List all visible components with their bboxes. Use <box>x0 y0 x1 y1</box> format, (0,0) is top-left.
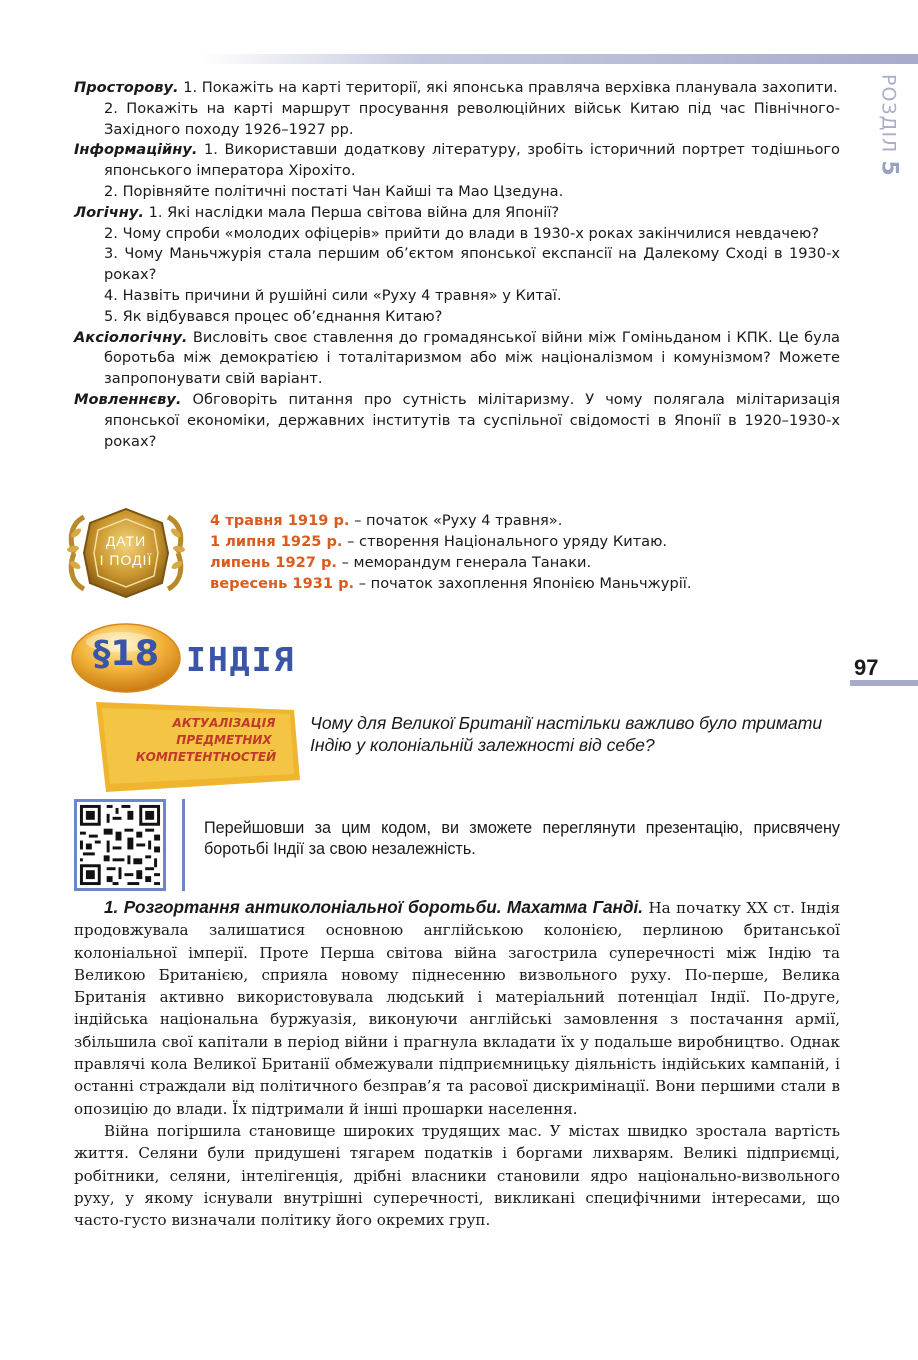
body-text <box>74 896 840 1231</box>
section-title: ІНДІЯ <box>186 640 296 679</box>
task-item: 3. Чому Маньчжурія стала першим об’єктом японської експансії на Далекому Сході в 1930-х роках? <box>104 245 840 284</box>
qr-divider <box>182 799 185 891</box>
task-item: 2. Чому спроби «молодих офіцерів» прийти до влади в 1930-х роках закінчилися невдачею? <box>104 224 820 242</box>
actualization-line2: ПРЕДМЕТНИХ <box>176 733 272 747</box>
date-item: липень 1927 р. – меморандум генерала Танаки. <box>210 554 592 571</box>
header-decor-bar <box>200 54 918 64</box>
dates-emblem-icon <box>62 503 190 603</box>
emblem-text-line1: ДАТИ <box>105 533 147 549</box>
task-item: Просторову. 1. Покажіть на карті території, які японська правляча верхівка планувала захопити. <box>74 79 838 96</box>
date-item: вересень 1931 р. – початок захоплення Японією Маньчжурії. <box>210 575 692 592</box>
section-badge <box>70 622 182 694</box>
section-number: §18 <box>92 634 160 674</box>
task-item: Мовленнєву. Обговоріть питання про сутність мілітаризму. У чому полягала мілітаризація японської економіки, державних інститутів та суспільної свідомості в Японії в 1920–1930-х роках? <box>74 390 840 450</box>
date-item: 1 липня 1925 р. – створення Національного уряду Китаю. <box>210 533 668 550</box>
qr-code[interactable] <box>74 799 166 891</box>
subsection-heading: 1. Розгортання антиколоніальної боротьби. Махатма Ганді. <box>104 897 644 917</box>
qr-description: Перейшовши за цим кодом, ви зможете переглянути презентацію, присвячену боротьбі Індії за свою незалежність. <box>204 819 840 858</box>
paragraph: 1. Розгортання антиколоніальної боротьби. Махатма Ганді. На початку XX ст. Індія продовжувала залишатися основною англійською колонією, перлиною британської колоніальної імперії. Проте Перша світова війна загострила суперечності між Індію та Великою Британією, сприяла новому піднесенню визвольного руху. По-перше, Велика Британія активно використовувала людський і матеріальний потенціал Індії. По-друге, індійська національна буржуазія, виконуючи англійські замовлення з постачання армії, збільшила свої капітали в період війни і прагнула вкладати їх у подальше виробництво. Однак правлячі кола Великої Британії обмежували підприємницьку діяльність індійських кампаній, і останні страждали від політичного безправ’я та расової дискримінації. Вони першими стали в опозицію до влади. Їх підтримали й інші прошарки населення. <box>74 897 841 1118</box>
actualization-banner <box>96 700 302 796</box>
actualization-question: Чому для Великої Британії настільки важливо було тримати Індію у колоніальній залежності від себе? <box>310 713 823 755</box>
task-item: 2. Покажіть на карті маршрут просування революційних військ Китаю під час Північного-Західного походу 1926–1927 рр. <box>104 99 840 138</box>
page-number-bar <box>850 680 918 686</box>
page-number: 97 <box>854 655 879 680</box>
task-item: Логічну. 1. Які наслідки мала Перша світова війна для Японії? <box>74 203 560 221</box>
date-item: 4 травня 1919 р. – початок «Руху 4 травня». <box>210 512 563 529</box>
emblem-text-line2: І ПОДІЇ <box>99 552 153 568</box>
task-item: Аксіологічну. Висловіть своє ставлення до громадянської війни між Гоміньданом і КПК. Це була боротьба між демократією і тоталітаризмом або між націоналізмом і комунізмом? Можете запропонувати свій варіант. <box>74 328 840 388</box>
task-item: 2. Порівняйте політичні постаті Чан Кайші та Мао Цзедуна. <box>104 182 564 200</box>
dates-list <box>210 510 691 594</box>
paragraph: Війна погіршила становище широких трудящих мас. У містах швидко зростала вартість життя. Селяни були придушені тягарем податків і боргами лихварям. Великі підприємці, робітники, селяни, інтелігенція, дрібні власники становили ядро національно-визвольного руху, у якому існували внутрішні суперечності, викликані специфічними інтересами, що часто-густо визначали політику його окремих груп. <box>74 1121 840 1230</box>
task-item: 4. Назвіть причини й рушійні сили «Руху 4 травня» у Китаї. <box>104 286 562 304</box>
tasks-block <box>74 78 840 452</box>
chapter-number: 5 <box>876 160 902 177</box>
actualization-line1: АКТУАЛІЗАЦІЯ <box>172 716 276 730</box>
actualization-line3: КОМПЕТЕНТНОСТЕЙ <box>135 750 277 764</box>
chapter-label: РОЗДІЛ <box>877 74 900 154</box>
task-item: 5. Як відбувався процес об’єднання Китаю? <box>104 307 443 325</box>
task-item: Інформаційну. 1. Використавши додаткову літературу, зробіть історичний портрет тодішнього японського імператора Хірохіто. <box>74 141 840 180</box>
chapter-side-label <box>874 74 904 186</box>
